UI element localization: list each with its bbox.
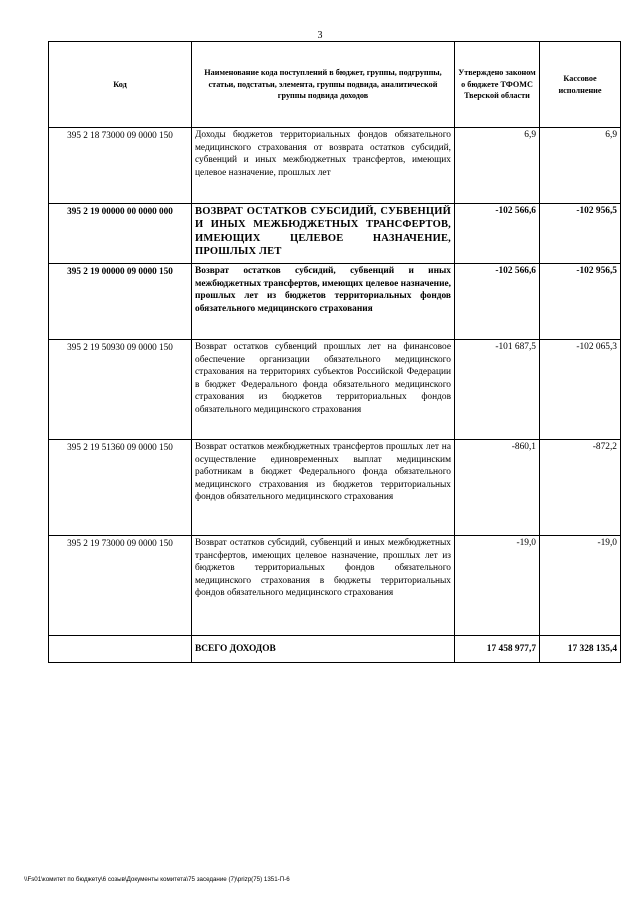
table-row <box>49 440 621 536</box>
row-approved: 6,9 <box>455 128 540 204</box>
header-code: Код <box>49 42 192 128</box>
row-code: 395 2 19 00000 09 0000 150 <box>49 264 192 340</box>
row-name: Возврат остатков субвенций прошлых лет на финансовое обеспечение организации обязательного медицинского страхования на территориях субъектов Российской Федерации в бюджет Федерального фонда обязательного медицинского страхования из бюджетов территориальных фондов обязательного медицинского страхования <box>192 340 455 440</box>
row-approved: -102 566,6 <box>455 204 540 264</box>
table-row <box>49 264 621 340</box>
row-approved: -102 566,6 <box>455 264 540 340</box>
row-name: Возврат остатков субсидий, субвенций и иных межбюджетных трансфертов, имеющих целевое назначение, прошлых лет из бюджетов территориальных фондов обязательного медицинского страхования <box>192 264 455 340</box>
total-approved: 17 458 977,7 <box>455 636 540 663</box>
table-row <box>49 128 621 204</box>
row-cash: -102 956,5 <box>540 264 621 340</box>
file-path-footer: \\Fs01\комитет по бюджету\6 созыв\Документы комитета\75 заседание (7)\prizp(75) 1351-П-6 <box>24 876 290 883</box>
row-cash: -102 956,5 <box>540 204 621 264</box>
row-code: 395 2 18 73000 09 0000 150 <box>49 128 192 204</box>
row-name: ВОЗВРАТ ОСТАТКОВ СУБСИДИЙ, СУБВЕНЦИЙ И ИНЫХ МЕЖБЮДЖЕТНЫХ ТРАНСФЕРТОВ, ИМЕЮЩИХ ЦЕЛЕВОЕ НАЗНАЧЕНИЕ, ПРОШЛЫХ ЛЕТ <box>192 204 455 264</box>
header-name: Наименование кода поступлений в бюджет, группы, подгруппы, статьи, подстатьи, элемента, группы подвида, аналитической группы подвида доходов <box>192 42 455 128</box>
row-name: Доходы бюджетов территориальных фондов обязательного медицинского страхования от возврата остатков субсидий, субвенций и иных межбюджетных трансфертов, имеющих целевое назначение, прошлых лет <box>192 128 455 204</box>
row-cash: -102 065,3 <box>540 340 621 440</box>
table-row <box>49 340 621 440</box>
header-approved: Утверждено законом о бюджете ТФОМС Тверской области <box>455 42 540 128</box>
table-total-row <box>49 636 621 663</box>
total-cash: 17 328 135,4 <box>540 636 621 663</box>
row-name: Возврат остатков межбюджетных трансфертов прошлых лет на осуществление единовременных выплат медицинским работникам в бюджет Федерального фонда обязательного медицинского страхования из бюджетов территориальных фондов обязательного медицинского страхования <box>192 440 455 536</box>
budget-revenue-table <box>48 41 621 663</box>
row-cash: -19,0 <box>540 536 621 636</box>
row-name: Возврат остатков субсидий, субвенций и иных межбюджетных трансфертов, имеющих целевое назначение, прошлых лет из бюджетов территориальных фондов обязательного медицинского страхования в бюджеты территориальных фондов обязательного медицинского страхования <box>192 536 455 636</box>
row-code: 395 2 19 51360 09 0000 150 <box>49 440 192 536</box>
table-row <box>49 204 621 264</box>
row-cash: -872,2 <box>540 440 621 536</box>
row-code: 395 2 19 73000 09 0000 150 <box>49 536 192 636</box>
total-code <box>49 636 192 663</box>
page-number: 3 <box>317 30 323 41</box>
total-label: ВСЕГО ДОХОДОВ <box>192 636 455 663</box>
table-header-row <box>49 42 621 128</box>
table-row <box>49 536 621 636</box>
row-approved: -19,0 <box>455 536 540 636</box>
row-code: 395 2 19 00000 00 0000 000 <box>49 204 192 264</box>
header-cash: Кассовое исполнение <box>540 42 621 128</box>
row-approved: -101 687,5 <box>455 340 540 440</box>
row-approved: -860,1 <box>455 440 540 536</box>
row-cash: 6,9 <box>540 128 621 204</box>
row-code: 395 2 19 50930 09 0000 150 <box>49 340 192 440</box>
